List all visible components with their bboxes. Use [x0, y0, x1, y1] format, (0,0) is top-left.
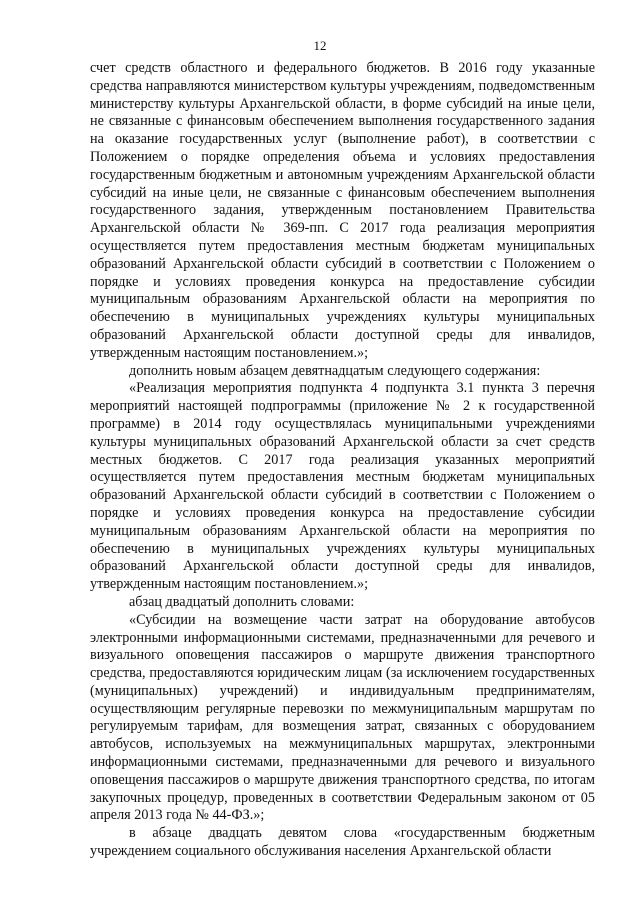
paragraph-1: счет средств областного и федерального бюджетов. В 2016 году указанные средства направляются министерством культуры учреждениям, подведомственным министерству культуры Архангельской области, в форме субсидий на иные цели, не связанные с финансовым обеспечением выполнения государственного задания на оказание государственных услуг (выполнение работ), в соответствии с Положением о порядке определения объема и условиях предоставления государственным бюджетным и автономным учреждениям Архангельской области субсидий на иные цели, не связанные с финансовым обеспечением выполнения государственного задания, утвержденным постановлением Правительства Архангельской области № 369-пп. С 2017 года реализация мероприятия осуществляется путем предоставления местным бюджетам муниципальных образований Архангельской области субсидий в соответствии с Положением о порядке и условиях проведения конкурса на предоставление субсидии муниципальным образованиям Архангельской области на мероприятия по обеспечению в муниципальных учреждениях культуры муниципальных образований Архангельской области доступной среды для инвалидов, утвержденным настоящим постановлением.»;	[90, 60, 595, 361]
paragraph-2: дополнить новым абзацем девятнадцатым следующего содержания:	[129, 362, 541, 379]
paragraph-4: абзац двадцатый дополнить словами:	[129, 593, 355, 610]
page-number: 12	[313, 38, 327, 53]
paragraph-6: в абзаце двадцать девятом слова «государственным бюджетным учреждением социального обслуживания населения Архангельской области	[90, 825, 595, 860]
document-body	[90, 60, 595, 861]
paragraph-3: «Реализация мероприятия подпункта 4 подпункта 3.1 пункта 3 перечня мероприятий настоящей подпрограммы (приложение № 2 к государственной программе) в 2014 году осуществлялась муниципальными учреждениями культуры муниципальных образований Архангельской области за счет средств местных бюджетов. С 2017 года реализация указанных мероприятий осуществляется путем предоставления местным бюджетам муниципальных образований Архангельской области субсидий в соответствии с Положением о порядке и условиях проведения конкурса на предоставление субсидии муниципальным образованиям Архангельской области на мероприятия по обеспечению в муниципальных учреждениях культуры муниципальных образований Архангельской области доступной среды для инвалидов, утвержденным настоящим постановлением.»;	[90, 380, 595, 593]
paragraph-5: «Субсидии на возмещение части затрат на оборудование автобусов электронными информационными системами, предназначенными для речевого и визуального оповещения пассажиров о маршруте движения транспортного средства, предоставляются юридическим лицам (за исключением государственных (муниципальных) учреждений) и индивидуальным предпринимателям, осуществляющим регулярные перевозки по межмуниципальным маршрутам по регулируемым тарифам, для возмещения затрат, связанных с оборудованием автобусов, используемых на межмуниципальных маршрутах, электронными информационными системами, предназначенными для речевого и визуального оповещения пассажиров о маршруте движения транспортного средства, по итогам закупочных процедур, проведенных в соответствии Федеральным законом от 05 апреля 2013 года № 44-ФЗ.»;	[90, 611, 595, 824]
